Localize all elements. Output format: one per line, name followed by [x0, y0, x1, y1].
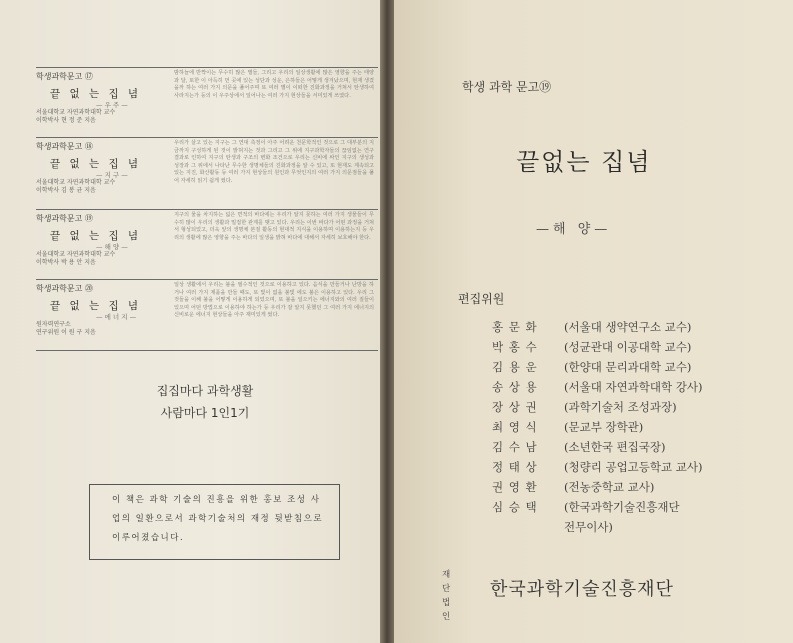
book-description: 지구의 물을 차지하는 넓은 면적의 바다에는 우리가 알지 못하는 여러 가지 생물들이 무수히 많이 우리의 생활과 밀접한 관계를 맺고 있다. 우리는 이번 바다가 어떤 과정을 거쳐서 형성되었고, 더욱 앞의 생명체 본질 활동의 현대적 지식을 이용하며 이용하는지 등 우리의 생활에 많은 영향을 주는 바다의 일생을 밝혀 바다에 대해서 자세히 보호해야 한다. [174, 212, 374, 241]
slogan-line-2: 사람마다 1인1기 [160, 406, 250, 420]
series-number: 학생과학문고 ⑳ [36, 284, 93, 293]
funding-notice-box: 이 책은 과학 기술의 진흥을 위한 홍보 조성 사업의 일환으로서 과학기술처의 재정 뒷받침으로 이루어졌습니다. [89, 484, 340, 560]
committee-member [492, 499, 680, 519]
committee-heading: 편집위원 [458, 292, 505, 306]
book-description: 우리가 살고 있는 지구는 그 연대 측정이 아주 어려운 천문학적인 것으로 그 대부분의 지금까지 구성하게 된 것이 밝혀지는 것과 그리고 그 위에 지구과학자들의 끊임없는 연구 결과로 인하여 지구의 탄생과 구조의 변화 조건으로 우리는 신비에 싸인 지구의 생성과 성장과 그 위에서 나타난 무수한 생명체들의 진화과정을 알 수 있고, 또 현재도 계속되고 있는 지진, 화산활동 등 여러 가지 현상들의 원인과 무엇인지의 여러 가지 의문점들을 풀어 자세히 읽기 쉽게 썼다. [174, 140, 374, 184]
book-entry-18 [36, 137, 378, 210]
slogan-line-1: 집집마다 과학생활 [156, 384, 254, 398]
author-line-1: 서울대학교 자연과학대학 교수 [36, 251, 116, 258]
left-page [0, 0, 380, 643]
member-name: 정 태 상 [492, 460, 538, 474]
book-description: 일상 생활에서 우리는 불을 필수적인 것으로 이용하고 있다. 음식을 만들거나 난방을 하거나 여러 가지 제품을 만들 때도, 또 빛이 없을 불빛 에도 불은 이용하고 있다. 우리 그 것들을 이해 불을 어떻게 이용하게 되었으며, 또 불을 일으키는 에너지와의 여러 질들이 있으며 어떤 방법으로 이용하야 하는가 등 우리가 잘 알지 못했던 그 여러 가지 에너지의 신비로운 에너지 현상들을 아주 재미있게 썼다. [174, 282, 374, 318]
book-authors [36, 251, 172, 267]
committee-member [492, 419, 643, 439]
book-entry-19 [36, 209, 378, 280]
author-line-2: 이학박사 현 정 준 지음 [36, 117, 96, 124]
committee-member-continued [492, 519, 613, 539]
book-subtitle: — 지 구 — [96, 171, 128, 179]
publisher-name: 한국과학기술진흥재단 [490, 579, 674, 600]
member-affiliation: (서울대 생약연구소 교수) [564, 320, 692, 334]
author-line-1: 원자력연구소 [36, 321, 71, 328]
member-name: 김 수 남 [492, 440, 538, 454]
book-subtitle: — 우 주 — [96, 101, 128, 109]
book-description: 밤하늘에 반짝이는 무수히 많은 별들, 그리고 우리의 일상생활에 많은 영향을 주는 태양과 달, 또한 이 아득히 먼 곳에 있는 성단과 성운, 은하들은 어떻게 생겨났으며, 현재 생겼을까 하는 여러 가지 의문을 풀어주며 또 여러 별이 이떠한 진화과정을 거쳐서 탄생하여 사라지는가 등의 이 우주상에서 일어나는 여러 가지 현상들을 서미있게 쓰였다. [174, 70, 374, 99]
member-affiliation: (과학기술처 조성과장) [564, 400, 677, 414]
book-main-title: 끝없는 집념 [516, 148, 652, 176]
book-entry-17 [36, 67, 378, 140]
series-title: 학생 과학 문고⑲ [462, 80, 552, 94]
book-subtitle: — 에 너 지 — [96, 313, 137, 321]
author-line-1: 서울대학교 자연과학대학 교수 [36, 179, 116, 186]
publisher-type-label: 재단법인 [442, 570, 451, 622]
member-name: 권 영 환 [492, 480, 538, 494]
member-name: 최 영 식 [492, 420, 538, 434]
member-name: 장 상 권 [492, 400, 538, 414]
book-title: 끝 없 는 집 념 [50, 230, 142, 242]
committee-member [492, 359, 691, 379]
member-name: 송 상 용 [492, 380, 538, 394]
member-name: 박 홍 수 [492, 340, 538, 354]
member-affiliation: (한국과학기술진흥재단 [564, 500, 680, 514]
member-affiliation: (전농중학교 교사) [564, 480, 655, 494]
book-subtitle: —해 양— [536, 222, 612, 237]
right-page [394, 0, 793, 643]
member-affiliation: (한양대 문리과대학 교수) [564, 360, 692, 374]
book-authors [36, 109, 172, 125]
book-title: 끝 없 는 집 념 [50, 300, 142, 312]
series-number: 학생과학문고 ⑱ [36, 142, 93, 151]
author-line-2: 이학박사 박 용 안 지음 [36, 259, 96, 266]
member-affiliation: (성균관대 이공대학 교수) [564, 340, 692, 354]
member-affiliation: (청량리 공업고등학교 교사) [564, 460, 703, 474]
member-name: 심 승 택 [492, 500, 538, 514]
series-number: 학생과학문고 ⑰ [36, 72, 93, 81]
committee-member [492, 479, 654, 499]
book-entry-20 [36, 279, 378, 351]
committee-member [492, 319, 691, 339]
author-line-1: 서울대학교 자연과학대학 교수 [36, 109, 116, 116]
book-subtitle: — 해 양 — [96, 243, 128, 251]
committee-member [492, 339, 691, 359]
member-affiliation: (문교부 장학관) [564, 420, 644, 434]
member-affiliation: 전무이사) [564, 520, 613, 534]
member-name: 김 용 운 [492, 360, 538, 374]
author-line-2: 연구위원 이 원 구 지음 [36, 329, 96, 336]
committee-member [492, 459, 702, 479]
book-title: 끝 없 는 집 념 [50, 158, 142, 170]
committee-member [492, 379, 702, 399]
book-gutter [380, 0, 394, 643]
member-name: 홍 문 화 [492, 320, 538, 334]
book-authors [36, 179, 172, 195]
series-number: 학생과학문고 ⑲ [36, 214, 93, 223]
author-line-2: 이학박사 김 봉 균 지음 [36, 187, 96, 194]
book-title: 끝 없 는 집 념 [50, 88, 142, 100]
book-authors [36, 321, 172, 337]
member-affiliation: (소년한국 편집국장) [564, 440, 666, 454]
committee-member [492, 439, 666, 459]
committee-member [492, 399, 677, 419]
member-affiliation: (서울대 자연과학대학 강사) [564, 380, 703, 394]
